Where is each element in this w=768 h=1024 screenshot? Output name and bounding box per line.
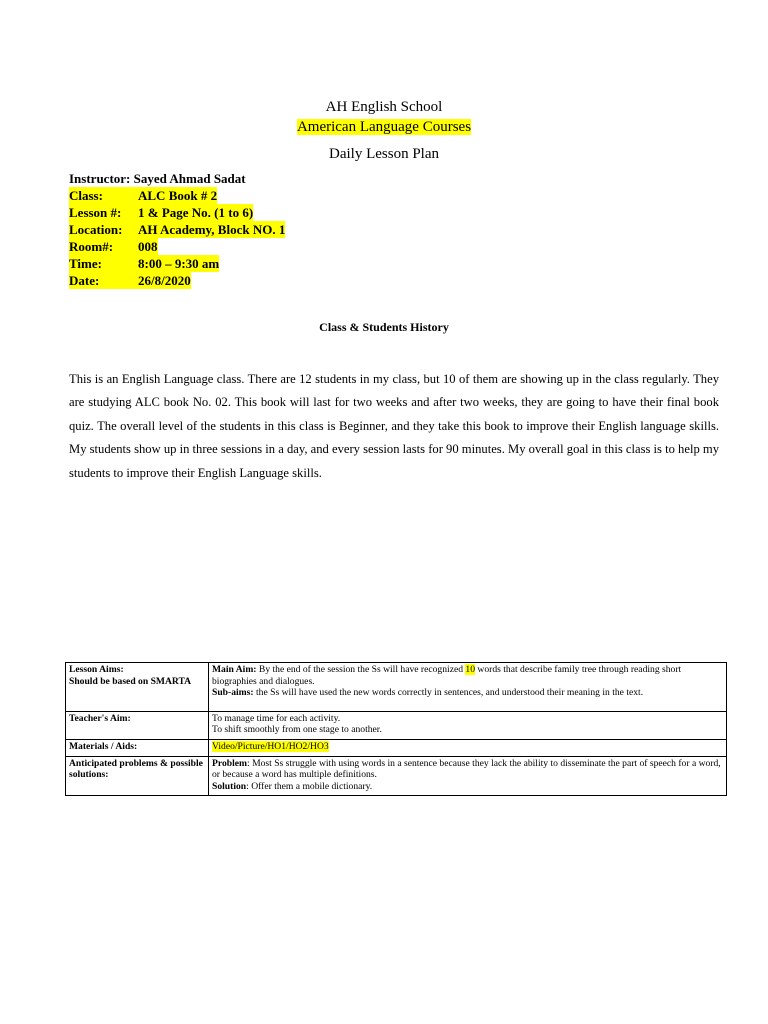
- info-row-location: [69, 221, 285, 238]
- instructor-line: Instructor: Sayed Ahmad Sadat: [69, 171, 246, 186]
- teacher-label-cell: Teacher's Aim:: [66, 711, 209, 739]
- solution-label: Solution: [212, 780, 247, 792]
- info-row-class: [69, 187, 285, 204]
- course-name-text: American Language Courses: [296, 119, 472, 135]
- course-name: [0, 118, 768, 136]
- main-aim-pre: By the end of the session the Ss will have recognized: [256, 664, 466, 675]
- time-label: Time:: [69, 256, 102, 271]
- problem-text: : Most Ss struggle with using words in a sentence because they lack the ability to disseminate the part of speech for a word, or because a word has multiple definitions.: [212, 757, 721, 781]
- materials-value: Video/Picture/HO1/HO2/HO3: [212, 740, 329, 752]
- materials-value-cell: [209, 739, 727, 756]
- sub-aims-text: the Ss will have used the new words correctly in sentences, and understood their meaning in the text.: [253, 687, 644, 699]
- problems-value-cell: [209, 756, 727, 796]
- date-value: 26/8/2020: [138, 273, 191, 288]
- solution-text: : Offer them a mobile dictionary.: [246, 780, 373, 792]
- table-row: [66, 756, 727, 796]
- table-row: [66, 663, 727, 712]
- main-aim-post: words that describe family tree through reading short biographies and dialogues.: [212, 664, 682, 687]
- table-row: [66, 739, 727, 756]
- problem-label: Problem: [212, 757, 247, 769]
- sub-aims-label: Sub-aims:: [212, 687, 254, 699]
- problems-label-cell: Anticipated problems & possible solutions:: [66, 756, 209, 796]
- history-heading: Class & Students History: [319, 320, 449, 334]
- room-label: Room#:: [69, 239, 114, 254]
- teacher-value-cell: [209, 711, 727, 739]
- info-block: [69, 170, 285, 289]
- aims-label-cell: [66, 663, 209, 712]
- teacher-aim-line1: To manage time for each activity.: [212, 712, 341, 724]
- info-row-date: [69, 272, 285, 289]
- teacher-aim-line2: To shift smoothly from one stage to another.: [212, 724, 382, 736]
- room-value: 008: [138, 239, 158, 254]
- aims-label: Lesson Aims:: [69, 664, 124, 675]
- location-label: Location:: [69, 222, 123, 237]
- info-row-time: [69, 255, 285, 272]
- aims-value-cell: [209, 663, 727, 712]
- aims-sublabel: Should be based on SMARTA: [69, 675, 192, 687]
- materials-label-cell: Materials / Aids:: [66, 739, 209, 756]
- lesson-value: 1 & Page No. (1 to 6): [138, 205, 254, 220]
- class-label: Class:: [69, 188, 103, 203]
- time-value: 8:00 – 9:30 am: [138, 256, 220, 271]
- lesson-label: Lesson #:: [69, 205, 122, 220]
- main-aim-number: 10: [465, 664, 475, 675]
- school-name: AH English School: [325, 99, 443, 115]
- info-row-lesson: [69, 204, 285, 221]
- info-row-room: [69, 238, 285, 255]
- location-value: AH Academy, Block NO. 1: [138, 222, 286, 237]
- table-row: [66, 711, 727, 739]
- class-value: ALC Book # 2: [138, 188, 218, 203]
- date-label: Date:: [69, 273, 100, 288]
- lesson-plan-table: [65, 662, 727, 796]
- history-paragraph: This is an English Language class. There are 12 students in my class, but 10 of them are showing up in the class regularly. They are studying ALC book No. 02. This book will last for two weeks and after two weeks, they are going to have their final book quiz. The overall level of the students in this class is Beginner, and they take this book to improve their English language skills. My students show up in three sessions in a day, and every session lasts for 90 minutes. My overall goal in this class is to help my students to improve their English Language skills.: [69, 372, 719, 480]
- main-aim-label: Main Aim:: [212, 664, 257, 675]
- plan-title: Daily Lesson Plan: [329, 146, 439, 162]
